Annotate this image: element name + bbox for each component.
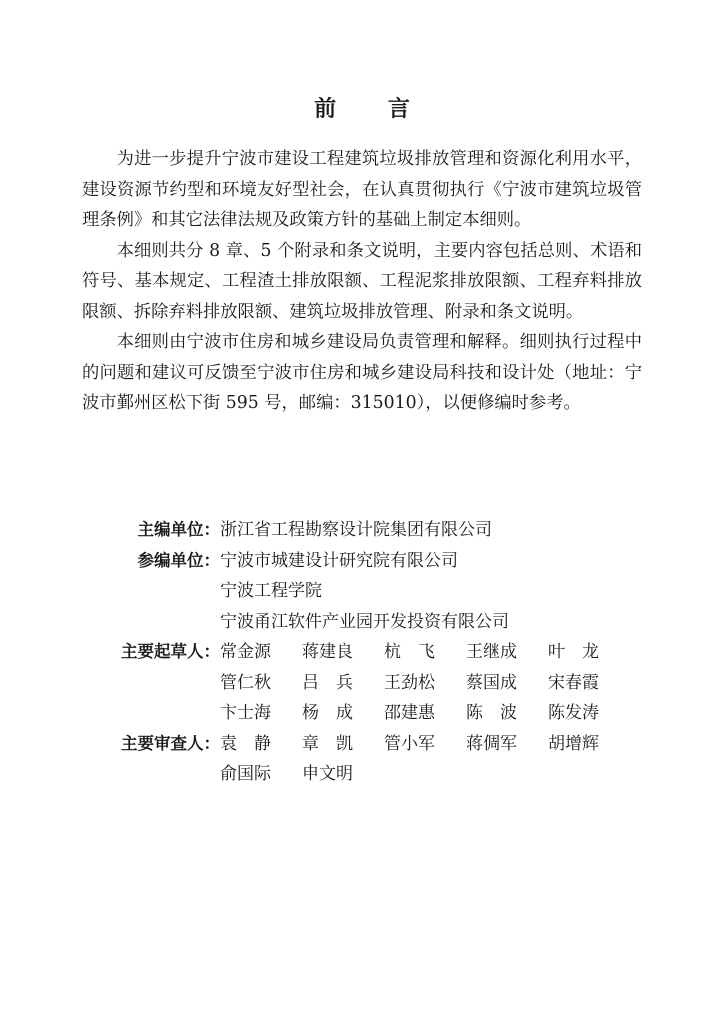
drafter-name: 陈发涛 [548, 703, 599, 723]
reviewer-name: 蒋倜军 [466, 733, 517, 754]
chief-unit-row [82, 515, 642, 546]
reviewer-name: 俞国际 [220, 764, 271, 784]
chief-unit-values [220, 515, 642, 546]
page-title: 前 言 [314, 96, 432, 122]
drafter-name: 卞士海 [220, 703, 271, 723]
drafter-name: 常金源 [220, 642, 271, 662]
drafter-name: 杨 成 [302, 703, 353, 723]
participating-unit: 宁波市城建设计研究院有限公司 [220, 550, 458, 571]
preface-body [82, 144, 642, 419]
drafter-name: 管仁秋 [220, 672, 271, 693]
reviewer-name: 申文明 [302, 764, 353, 784]
drafter-name: 王劲松 [384, 672, 435, 693]
reviewer-name: 袁 静 [220, 733, 271, 754]
drafter-name: 蔡国成 [466, 672, 517, 693]
chief-unit: 浙江省工程勘察设计院集团有限公司 [220, 520, 492, 540]
reviewers-list [220, 729, 642, 790]
drafters-row [82, 637, 642, 729]
paragraph-1: 为进一步提升宁波市建设工程建筑垃圾排放管理和资源化利用水平，建设资源节约型和环境友好型社会，在认真贯彻执行《宁波市建筑垃圾管理条例》和其它法律法规及政策方针的基础上制定本细则。 [82, 149, 642, 230]
paragraph-2: 本细则共分 8 章、5 个附录和条文说明，主要内容包括总则、术语和符号、基本规定、工程渣土排放限额、工程泥浆排放限额、工程弃料排放限额、拆除弃料排放限额、建筑垃圾排放管理、附录和条文说明。 [82, 240, 642, 322]
drafter-name: 蒋建良 [302, 642, 353, 662]
participating-unit-row [82, 546, 642, 638]
participating-unit: 宁波工程学院 [220, 581, 322, 601]
chief-unit-label: 主编单位： [137, 520, 220, 539]
reviewer-name: 胡增辉 [548, 733, 599, 754]
drafter-name: 王继成 [466, 642, 517, 662]
drafter-name: 宋春霞 [548, 672, 599, 693]
drafter-name: 邵建惠 [384, 703, 435, 723]
drafter-name: 杭 飞 [384, 642, 435, 662]
participating-unit-label: 参编单位： [137, 550, 220, 570]
credits-section [82, 515, 642, 790]
drafter-name: 吕 兵 [302, 672, 353, 693]
reviewer-name: 章 凯 [302, 733, 353, 754]
drafters-list [220, 637, 642, 729]
reviewers-row [82, 729, 642, 790]
paragraph-3: 本细则由宁波市住房和城乡建设局负责管理和解释。细则执行过程中的问题和建议可反馈至宁波市住房和城乡建设局科技和设计处（地址：宁波市鄞州区松下街 595 号，邮编：315010），以便修编时参考。 [82, 332, 642, 413]
participating-unit-values [220, 546, 642, 638]
drafter-name: 叶 龙 [548, 642, 599, 662]
reviewer-name: 管小军 [384, 733, 435, 754]
drafter-name: 陈 波 [466, 703, 517, 723]
participating-unit: 宁波甬江软件产业园开发投资有限公司 [220, 611, 509, 632]
reviewers-label: 主要审查人： [121, 733, 220, 753]
drafters-label: 主要起草人： [121, 642, 220, 661]
